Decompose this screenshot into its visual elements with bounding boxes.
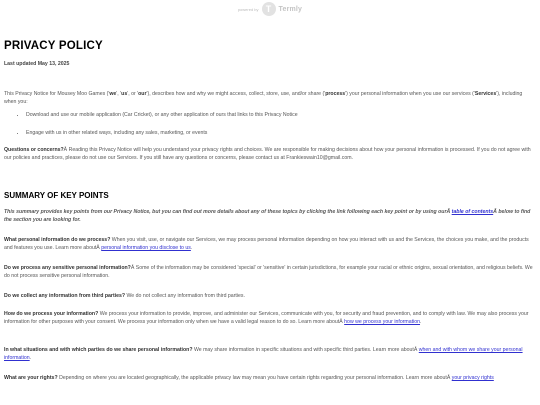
key-point-question: Do we collect any information from third parties? (4, 293, 126, 299)
key-point-link[interactable]: personal information you disclose to us (101, 244, 191, 251)
intro-text: '), including when you: (4, 91, 523, 105)
termly-logo-icon: T (262, 2, 276, 16)
questions-paragraph (4, 147, 536, 162)
key-point (4, 311, 536, 326)
key-point (4, 347, 536, 362)
intro-text: '), describes how and why we might access, collect, store, use, and/or share (' (146, 91, 326, 97)
term-services: Services (474, 91, 497, 97)
summary-intro-text: This summary provides key points from our Privacy Notice, but you can find out more details about any of these topics by clicking the link following each key point or by using ourÂ (4, 209, 452, 215)
termly-brand: Termly (278, 5, 303, 13)
key-point-after: . (420, 318, 422, 325)
key-point-text: Depending on where you are located geographically, the applicable privacy law may mean you have certain rights regarding your personal information. Learn more aboutÂ (57, 375, 452, 381)
summary-intro (4, 209, 536, 224)
key-point-after: . (29, 354, 32, 361)
term-our: our (138, 91, 147, 97)
key-point-question: Do we process any sensitive personal information? (4, 265, 131, 271)
intro-text: ', ' (116, 91, 122, 97)
page-title: PRIVACY POLICY (4, 40, 103, 52)
list-item: • Engage with us in other related ways, including any sales, marketing, or events (26, 130, 526, 137)
term-process: process (325, 91, 346, 97)
intro-text: This Privacy Notice for Mousey Moo Games (' (4, 91, 110, 97)
powered-by-label: powered by (237, 6, 259, 12)
intro-paragraph (4, 91, 536, 106)
key-point-link[interactable]: how we process your information (344, 318, 421, 325)
key-point-text: When you visit, use, or navigate our Services, we may process personal information depending on how you interact with us and the Services, the choices you make, and the products and features you use. Learn more aboutÂ (4, 237, 529, 251)
term-we: we (109, 91, 117, 97)
key-point-question: How do we process your information? (4, 311, 99, 317)
key-point-text: We process your information to provide, improve, and administer our Services, communicate with you, for security and fraud prevention, and to comply with law. We may also process your information for other purposes with your consent. We process your information only when we have a valid legal reason to do so. Learn more aboutÂ (4, 311, 529, 325)
summary-heading: SUMMARY OF KEY POINTS (4, 191, 109, 200)
usage-list (4, 112, 526, 148)
key-point-text: We do not collect any information from third parties. (125, 293, 245, 299)
key-point-after: . (190, 244, 193, 251)
key-point (4, 375, 536, 383)
key-point (4, 265, 536, 280)
term-us: us (121, 91, 128, 97)
key-point-link[interactable]: your privacy rights (451, 375, 494, 381)
key-point-question: What personal information do we process? (4, 237, 111, 243)
key-point-link[interactable]: when and with whom we share your personal information (4, 347, 523, 361)
summary-intro-after: Â below to find the section you are looking for. (4, 209, 531, 223)
list-item: • Download and use our mobile application (Car Cricket), or any other application of ours that links to this Privacy Notice (26, 112, 526, 119)
intro-text: ') your personal information when you use our services (' (345, 91, 475, 97)
key-point-question: In what situations and with which parties do we share personal information? (4, 347, 193, 353)
questions-label: Questions or concerns? (4, 147, 64, 153)
key-point (4, 237, 536, 252)
powered-by-termly[interactable] (0, 2, 540, 16)
last-updated: Last updated May 13, 2025 (4, 61, 70, 67)
key-point-text: Â Some of the information may be considered 'special' or 'sensitive' in certain jurisdictions, for example your racial or ethnic origins, sexual orientation, and religious beliefs. We do not process sensitive personal information. (4, 265, 533, 279)
key-point (4, 293, 536, 301)
intro-text: ', or ' (127, 91, 139, 97)
table-of-contents-link[interactable]: table of contents (451, 209, 494, 215)
key-point-text: We may share information in specific situations and with specific third parties. Learn more aboutÂ (192, 347, 419, 353)
questions-text: Â Reading this Privacy Notice will help you understand your privacy rights and choices. We are responsible for making decisions about how your personal information is processed. If you do not agree with our policies and practices, please do not use our Services. If you still have any questions or concerns, please contact us at Frankieswain10@gmail.com. (4, 147, 531, 161)
key-point-question: What are your rights? (4, 375, 58, 381)
